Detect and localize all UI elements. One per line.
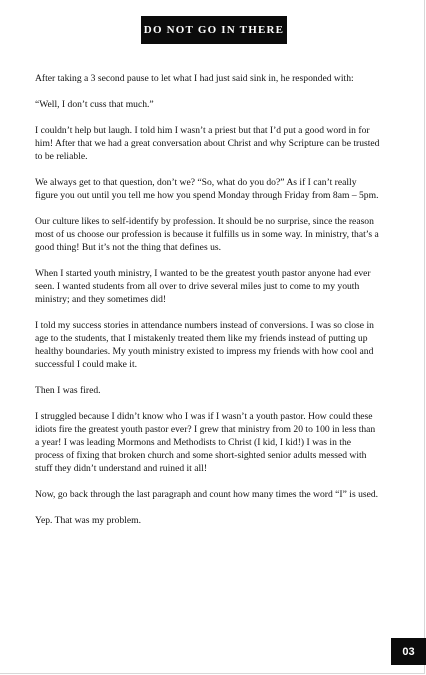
paragraph: I told my success stories in attendance numbers instead of conversions. I was so close in age to the students, that I mistakenly treated them like my friends instead of putting up healthy boundaries. My youth ministry existed to impress my friends with how cool and successful I could make it. (35, 320, 374, 370)
paragraph: Our culture likes to self-identify by profession. It should be no surprise, since the reason most of us choose our profession is because it fulfills us in some way. In ministry, that’s a good thing! But it’s not the thing that defines us. (35, 216, 379, 253)
page-number-text: 03 (402, 645, 415, 658)
body-text (35, 72, 381, 540)
paragraph: After taking a 3 second pause to let what I had just said sink in, he responded with: (35, 73, 354, 84)
paragraph: We always get to that question, don’t we? “So, what do you do?” As if I can’t really figure you out until you tell me how you spend Monday through Friday from 8am – 5pm. (35, 177, 379, 201)
paragraph: Now, go back through the last paragraph and count how many times the word “I” is used. (35, 489, 379, 500)
paragraph: Then I was fired. (35, 385, 101, 396)
paragraph: When I started youth ministry, I wanted to be the greatest youth pastor anyone had ever seen. I wanted students from all over to drive several miles just to come to my youth ministry; and they sometimes did! (35, 268, 371, 305)
page-number (391, 638, 426, 665)
chapter-title-text: DO NOT GO IN THERE (143, 24, 285, 36)
paragraph: I struggled because I didn’t know who I was if I wasn’t a youth pastor. How could these idiots fire the greatest youth pastor ever? I grew that ministry from 20 to 100 in less than a year! I was leading Mormons and Methodists to Christ (I kid, I kid!) I was in the process of fixing that broken church and some short-sighted senior adults messed with stuff they didn’t understand and ruined it all! (35, 411, 376, 474)
paragraph: I couldn’t help but laugh. I told him I wasn’t a priest but that I’d put a good word in for him! After that we had a great conversation about Christ and why Scripture can be trusted to be reliable. (35, 125, 380, 162)
paragraph: Yep. That was my problem. (35, 515, 141, 526)
paragraph: “Well, I don’t cuss that much.” (35, 99, 154, 110)
chapter-title (141, 16, 287, 44)
